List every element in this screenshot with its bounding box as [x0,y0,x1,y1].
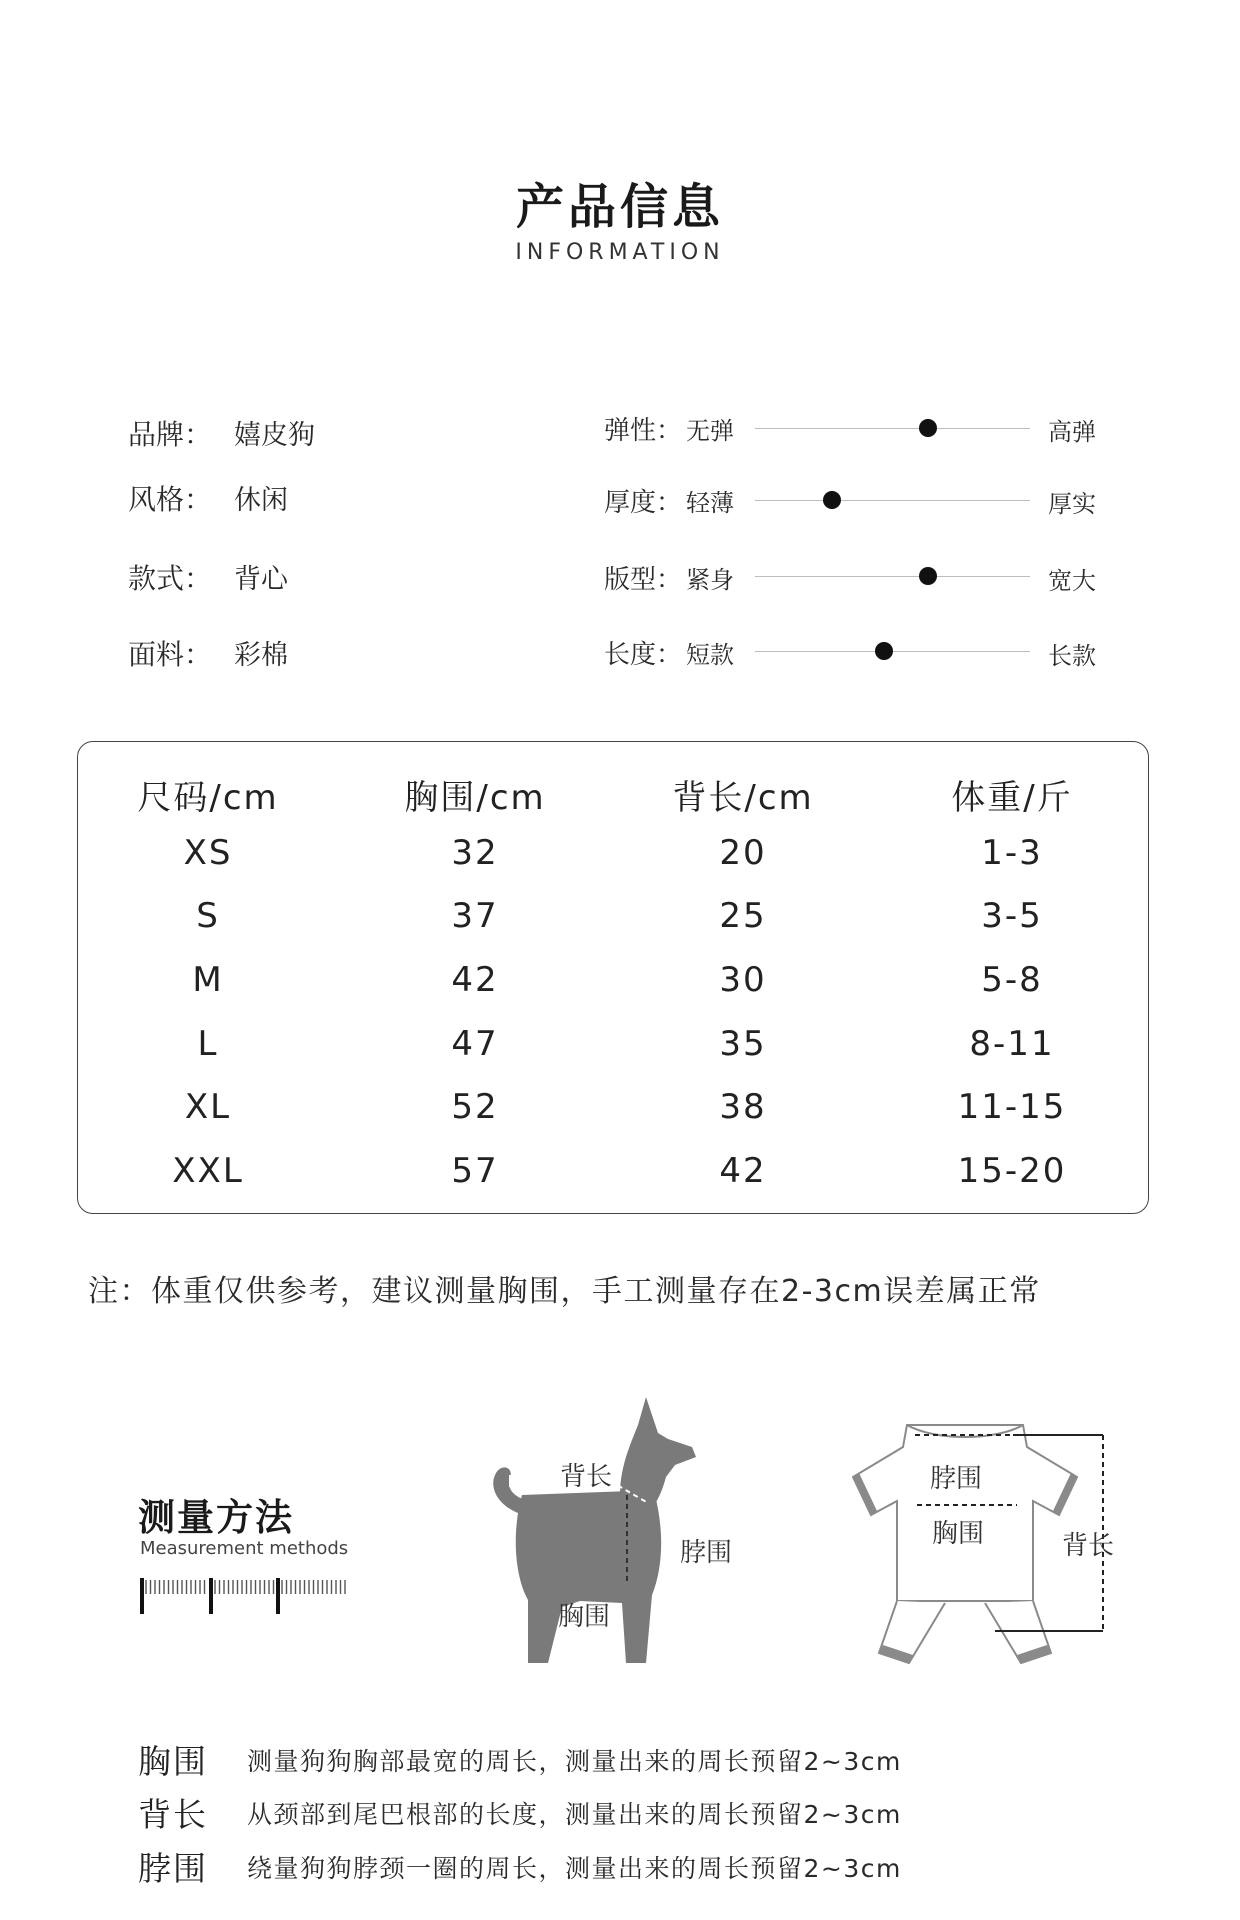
table-cell: 3-5 [981,896,1043,936]
slider-low: 无弹 [686,417,735,445]
attr-type [128,557,288,597]
garment-label-neck: 脖围 [930,1464,983,1494]
slider-label: 厚度： [604,488,683,518]
dog-label-chest: 胸围 [558,1602,611,1632]
attr-key: 品牌： [128,418,213,451]
attr-key: 面料： [128,638,213,671]
attr-key: 款式： [128,562,213,595]
slider-label: 长度： [604,640,683,670]
slider-elasticity-label [604,410,734,447]
garment-label-chest: 胸围 [932,1519,985,1549]
table-cell: 32 [451,833,499,873]
attr-value: 彩棉 [234,640,289,671]
table-cell: 5-8 [981,960,1043,1000]
slider-high: 长款 [1048,642,1096,670]
table-cell: S [196,896,220,936]
table-header: 胸围/cm [404,778,546,818]
table-cell: 25 [719,896,767,936]
slider-high: 高弹 [1048,418,1096,446]
slider-low: 轻薄 [686,489,735,517]
size-note: 注：体重仅供参考，建议测量胸围，手工测量存在2-3cm误差属正常 [88,1274,1041,1309]
dog-label-back: 背长 [560,1462,613,1492]
slider-fit-knob [919,567,937,585]
table-cell: 47 [451,1024,499,1064]
page-subtitle: INFORMATION [515,240,725,265]
table-cell: 11-15 [957,1087,1067,1127]
slider-thickness-track [755,500,1030,501]
slider-label: 弹性： [604,416,683,446]
table-cell: 15-20 [957,1151,1067,1191]
table-header: 尺码/cm [137,778,279,818]
table-cell: 30 [719,960,767,1000]
table-cell: 57 [451,1151,499,1191]
slider-thickness-label [604,482,734,519]
slider-length-knob [875,642,893,660]
slider-label: 版型： [604,565,683,595]
slider-high: 厚实 [1048,490,1096,518]
definition-text: 测量狗狗胸部最宽的周长，测量出来的周长预留2~3cm [247,1747,902,1776]
table-cell: 38 [719,1087,767,1127]
attr-value: 嬉皮狗 [234,420,316,451]
attr-style [128,478,288,518]
definition-term: 背长 [138,1795,208,1834]
attr-value: 背心 [234,564,289,595]
table-cell: XL [184,1087,232,1127]
slider-high: 宽大 [1048,567,1096,595]
definition-term: 脖围 [138,1849,208,1888]
slider-elasticity-track [755,428,1030,429]
table-cell: 35 [719,1024,767,1064]
table-cell: 1-3 [981,833,1043,873]
table-cell: 37 [451,896,499,936]
definition-term: 胸围 [138,1742,208,1781]
table-cell: XS [183,833,233,873]
attr-value: 休闲 [234,485,289,516]
attr-fabric [128,633,288,673]
attr-brand [128,413,315,453]
page-title: 产品信息 [515,179,724,235]
measure-title: 测量方法 [138,1496,294,1539]
table-cell: M [192,960,224,1000]
table-cell: 8-11 [969,1024,1055,1064]
dog-label-neck: 脖围 [680,1538,733,1568]
slider-low: 短款 [686,641,735,669]
table-header: 体重/斤 [951,778,1073,818]
table-cell: 42 [719,1151,767,1191]
slider-low: 紧身 [686,566,735,594]
slider-elasticity-knob [919,419,937,437]
table-cell: 42 [451,960,499,1000]
definition-text: 从颈部到尾巴根部的长度，测量出来的周长预留2~3cm [247,1800,902,1829]
table-cell: XXL [172,1151,244,1191]
measure-subtitle: Measurement methods [140,1538,349,1559]
slider-length-label [604,634,734,671]
attr-key: 风格： [128,483,213,516]
ruler-icon [140,1576,350,1616]
definition-text: 绕量狗狗脖颈一圈的周长，测量出来的周长预留2~3cm [247,1854,902,1883]
table-cell: 20 [719,833,767,873]
slider-fit-label [604,559,734,596]
table-cell: L [197,1024,219,1064]
size-table [77,741,1149,1214]
table-cell: 52 [451,1087,499,1127]
slider-thickness-knob [823,491,841,509]
garment-label-back: 背长 [1062,1531,1115,1561]
slider-fit-track [755,576,1030,577]
table-header: 背长/cm [672,778,814,818]
